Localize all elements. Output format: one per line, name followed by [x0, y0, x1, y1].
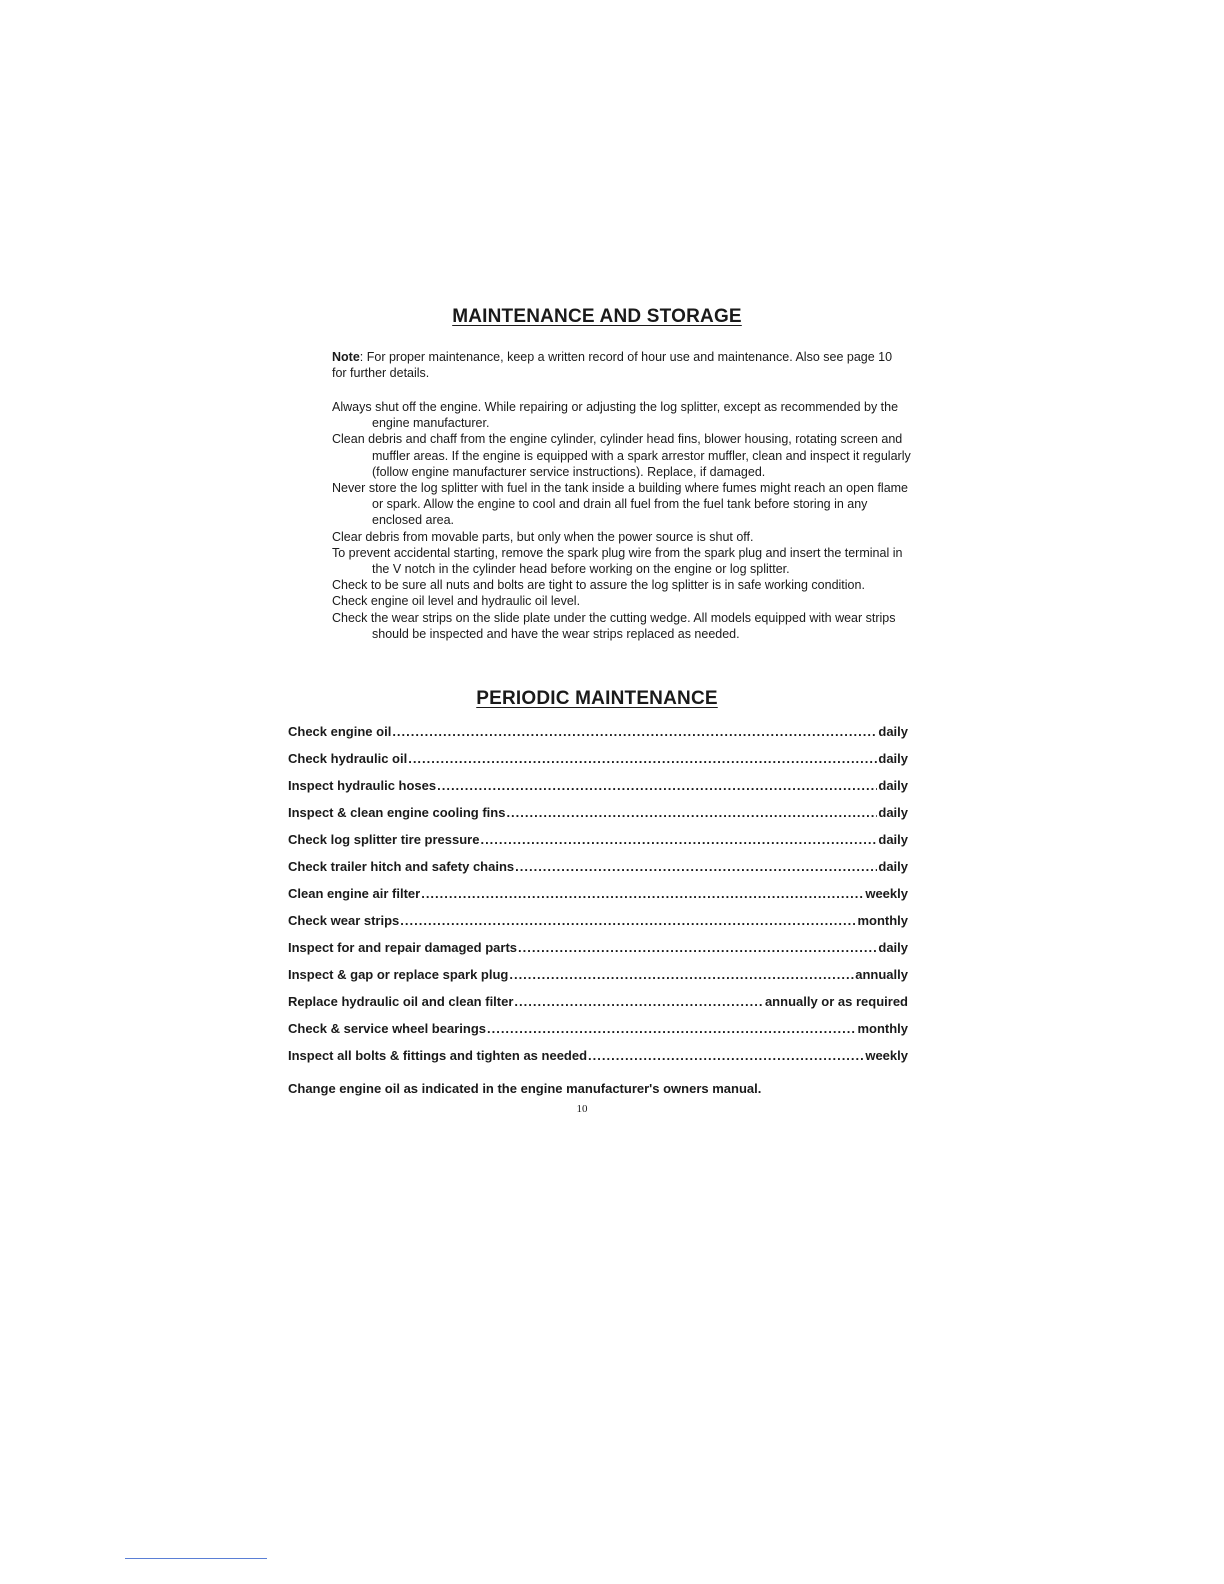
- note-text: : For proper maintenance, keep a written record of hour use and maintenance. Also see page 10 for further details.: [332, 350, 893, 380]
- schedule-frequency: daily: [878, 751, 908, 766]
- schedule-frequency: daily: [878, 832, 908, 847]
- schedule-frequency: weekly: [865, 1048, 908, 1063]
- dot-leader: [480, 832, 877, 847]
- maintenance-instructions-list: [332, 399, 912, 642]
- schedule-task: Check wear strips: [288, 913, 400, 928]
- section-heading-periodic: PERIODIC MAINTENANCE: [476, 688, 718, 709]
- scan-artifact-line: [125, 1558, 267, 1559]
- instruction-item: Always shut off the engine. While repairing or adjusting the log splitter, except as recommended by the engine manufacturer.: [332, 400, 899, 431]
- schedule-frequency: weekly: [865, 886, 908, 901]
- instruction-item: Clean debris and chaff from the engine cylinder, cylinder head fins, blower housing, rotating screen and muffler areas. If the engine is equipped with a spark arrestor muffler, clean and inspect it regularly (follow engine manufacturer service instructions). Replace, if damaged.: [332, 432, 911, 479]
- schedule-task: Inspect all bolts & fittings and tighten as needed: [288, 1048, 588, 1063]
- schedule-frequency: daily: [878, 940, 908, 955]
- schedule-row: [288, 751, 908, 778]
- schedule-frequency: daily: [878, 859, 908, 874]
- schedule-row: [288, 940, 908, 967]
- schedule-task: Inspect for and repair damaged parts: [288, 940, 518, 955]
- schedule-frequency: daily: [878, 805, 908, 820]
- dot-leader: [506, 805, 877, 820]
- schedule-row: [288, 994, 908, 1021]
- schedule-task: Check trailer hitch and safety chains: [288, 859, 515, 874]
- schedule-task: Check log splitter tire pressure: [288, 832, 480, 847]
- schedule-task: Check & service wheel bearings: [288, 1021, 486, 1036]
- schedule-frequency: monthly: [857, 1021, 908, 1036]
- dot-leader: [487, 1021, 856, 1036]
- schedule-row: [288, 1048, 908, 1075]
- schedule-row: [288, 724, 908, 751]
- dot-leader: [421, 886, 864, 901]
- schedule-frequency: annually: [855, 967, 908, 982]
- instruction-item: Check to be sure all nuts and bolts are tight to assure the log splitter is in safe working condition.: [332, 578, 865, 593]
- schedule-row: [288, 859, 908, 886]
- schedule-row: [288, 778, 908, 805]
- schedule-task: Inspect & gap or replace spark plug: [288, 967, 509, 982]
- note-label: Note: [332, 350, 360, 364]
- dot-leader: [400, 913, 856, 928]
- schedule-frequency: monthly: [857, 913, 908, 928]
- schedule-frequency: daily: [878, 778, 908, 793]
- dot-leader: [514, 994, 764, 1009]
- page-title: MAINTENANCE AND STORAGE: [452, 306, 742, 327]
- instruction-item: Check engine oil level and hydraulic oil level.: [332, 594, 581, 609]
- schedule-frequency: daily: [878, 724, 908, 739]
- instruction-item: Never store the log splitter with fuel in the tank inside a building where fumes might reach an open flame or spark. Allow the engine to cool and drain all fuel from the fuel tank before storing in any enclosed area.: [332, 481, 909, 528]
- schedule-row: [288, 1021, 908, 1048]
- dot-leader: [588, 1048, 864, 1063]
- schedule-row: [288, 967, 908, 994]
- schedule-task: Check engine oil: [288, 724, 392, 739]
- instruction-item: Check the wear strips on the slide plate under the cutting wedge. All models equipped with wear strips should be inspected and have the wear strips replaced as needed.: [332, 610, 896, 641]
- schedule-task: Clean engine air filter: [288, 886, 421, 901]
- instruction-item: Clear debris from movable parts, but only when the power source is shut off.: [332, 529, 754, 544]
- schedule-task: Inspect & clean engine cooling fins: [288, 805, 506, 820]
- dot-leader: [509, 967, 854, 982]
- schedule-row: [288, 832, 908, 859]
- page-number: 10: [576, 1103, 588, 1115]
- schedule-frequency: annually or as required: [764, 994, 908, 1009]
- dot-leader: [437, 778, 877, 793]
- schedule-task: Check hydraulic oil: [288, 751, 408, 766]
- dot-leader: [518, 940, 877, 955]
- schedule-task: Inspect hydraulic hoses: [288, 778, 437, 793]
- schedule-task: Replace hydraulic oil and clean filter: [288, 994, 514, 1009]
- schedule-row: [288, 886, 908, 913]
- footer-note: Change engine oil as indicated in the engine manufacturer's owners manual.: [288, 1081, 762, 1096]
- schedule-row: [288, 805, 908, 832]
- maintenance-schedule: [288, 724, 908, 1075]
- dot-leader: [392, 724, 877, 739]
- instruction-item: To prevent accidental starting, remove the spark plug wire from the spark plug and insert the terminal in the V notch in the cylinder head before working on the engine or log splitter.: [332, 545, 903, 577]
- dot-leader: [515, 859, 877, 874]
- schedule-row: [288, 913, 908, 940]
- dot-leader: [408, 751, 877, 766]
- maintenance-note: [332, 349, 910, 381]
